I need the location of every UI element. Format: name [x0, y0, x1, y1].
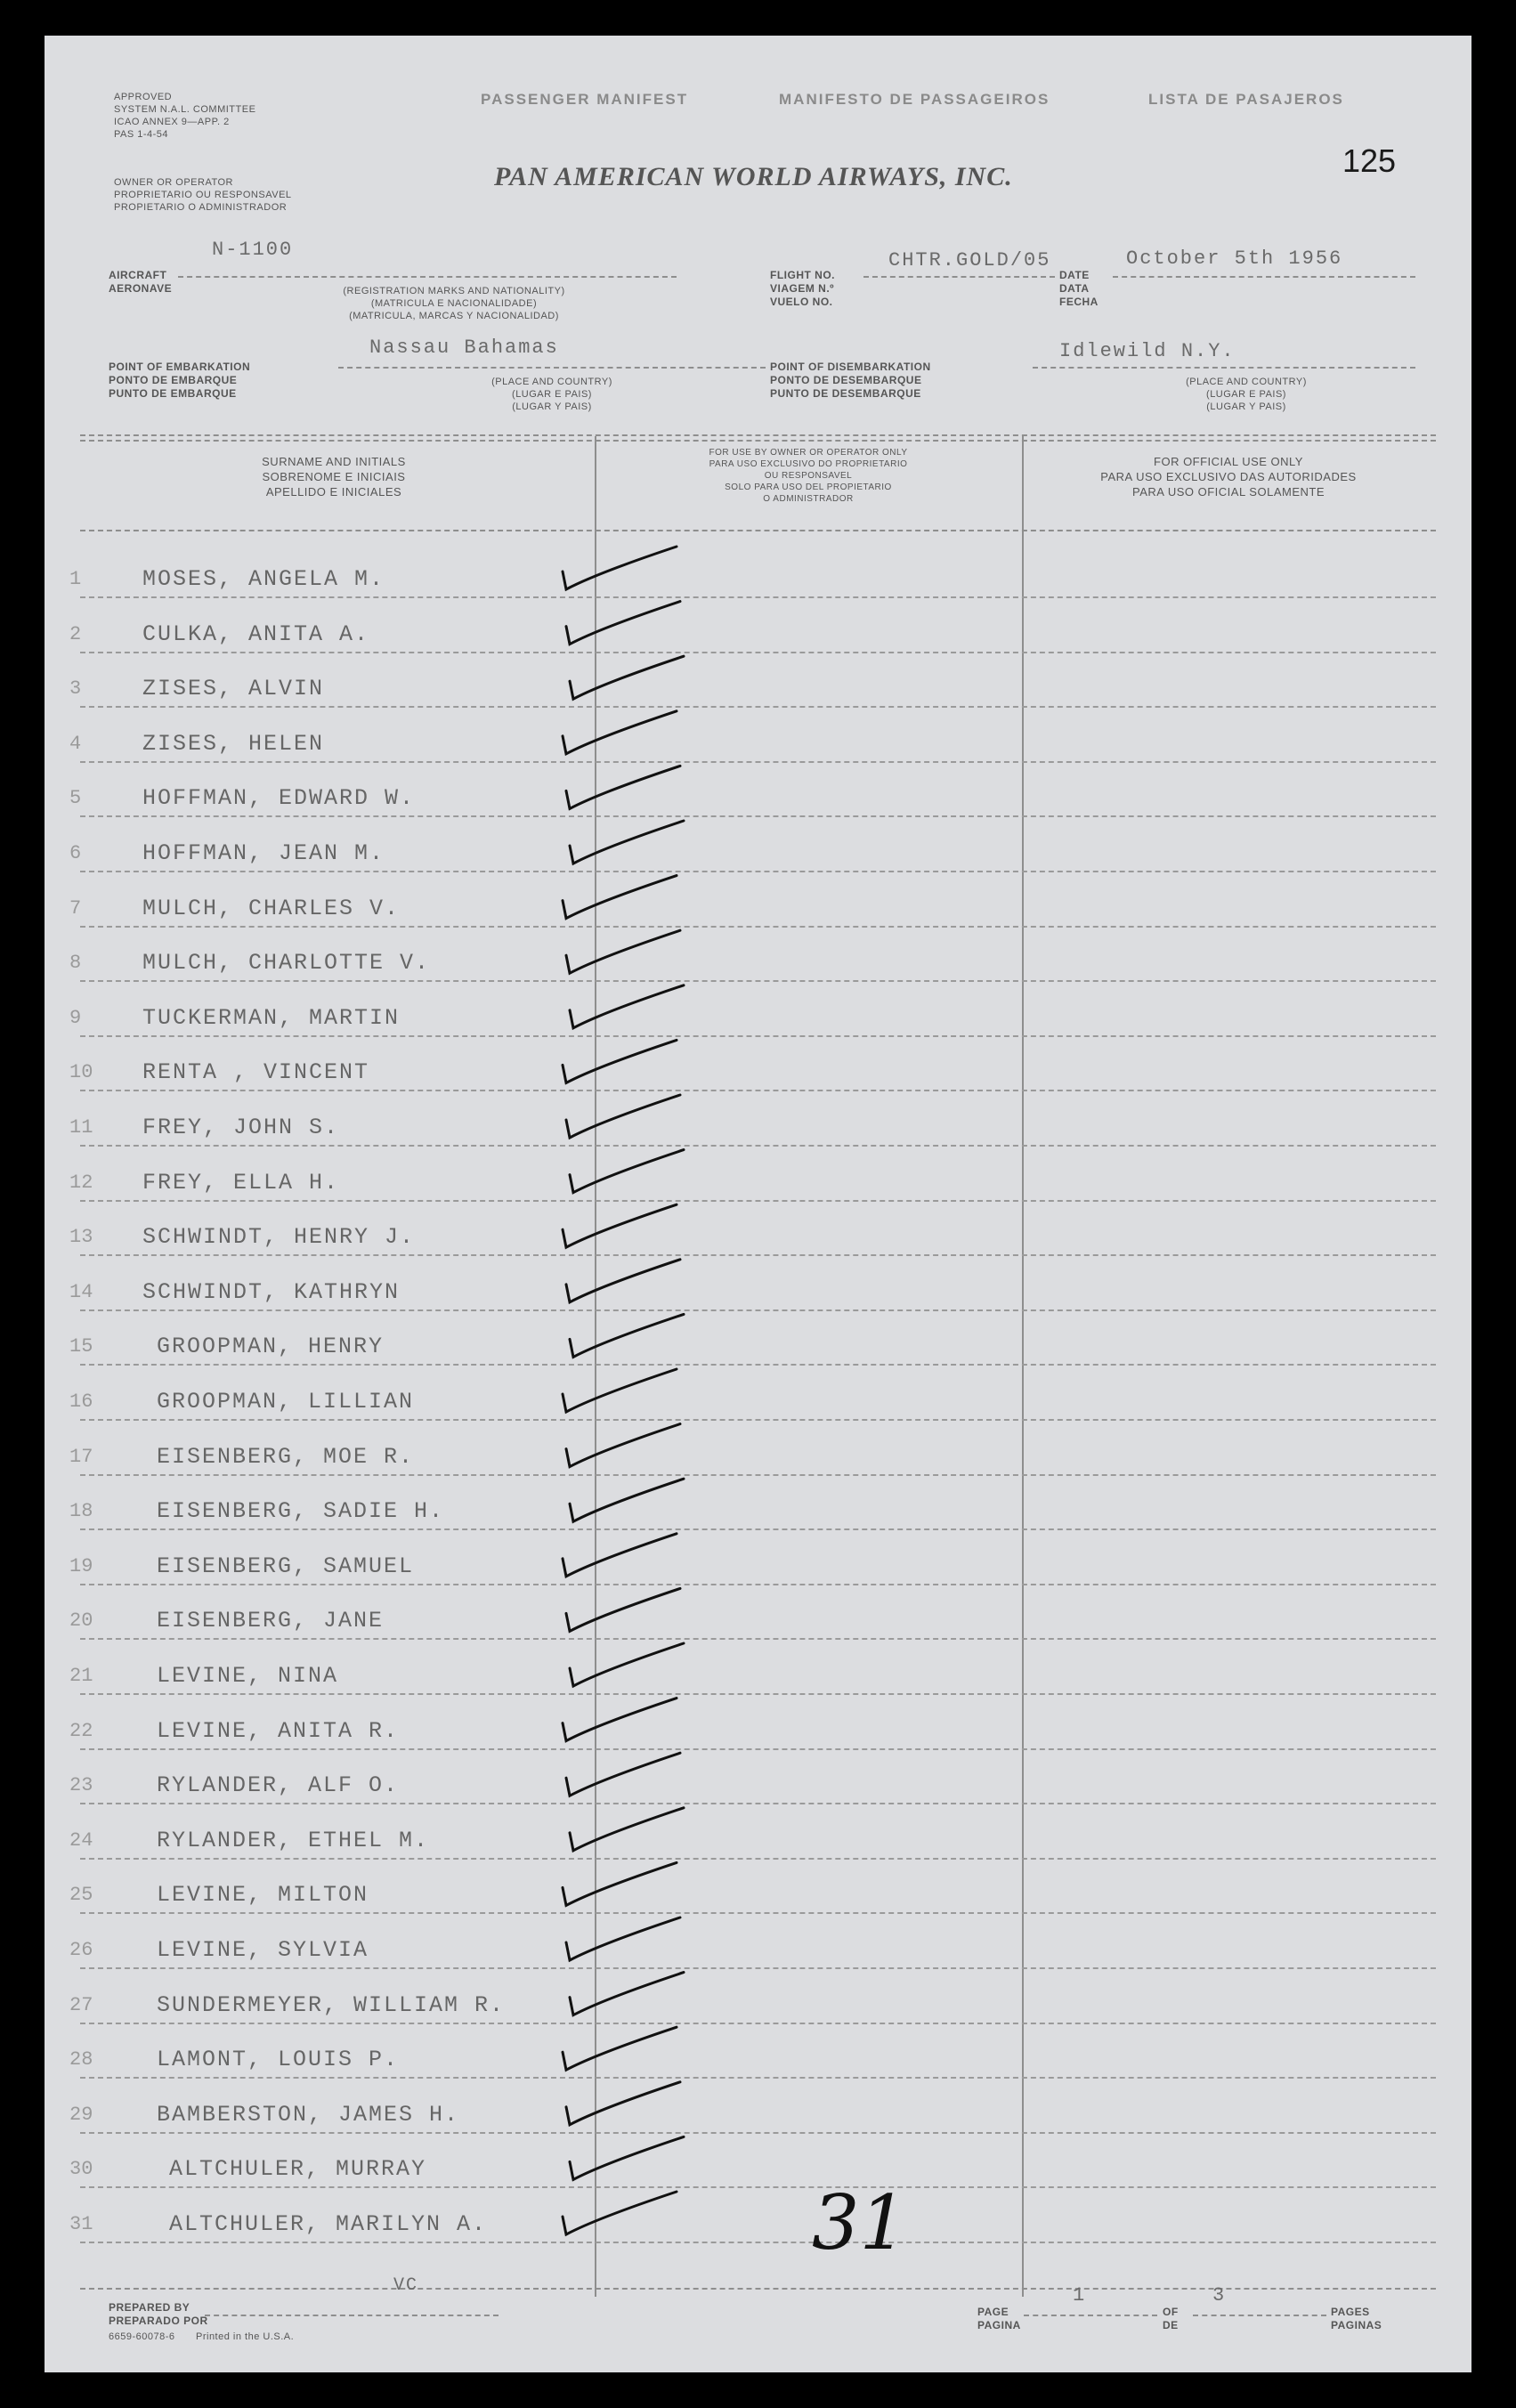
passenger-name: MULCH, CHARLOTTE V.: [142, 950, 431, 977]
passenger-name: LEVINE, NINA: [157, 1663, 339, 1689]
checkmark-icon: [570, 1808, 684, 1851]
disembark-value: Idlewild N.Y.: [1059, 340, 1236, 362]
row-number: 17: [69, 1445, 93, 1468]
title-portuguese: MANIFESTO DE PASSAGEIROS: [779, 91, 1050, 108]
checkmark-icon: [563, 2027, 677, 2070]
place-country-label: (LUGAR Y PAIS): [512, 401, 592, 412]
row-number: 24: [69, 1828, 93, 1852]
col-header-line: PARA USO EXCLUSIVO DAS AUTORIDADES: [1100, 470, 1357, 483]
row-number: 20: [69, 1609, 93, 1633]
handwritten-total: 31: [812, 2179, 907, 2266]
pages-labels: [1331, 2306, 1382, 2332]
checkmark-icon: [566, 2082, 680, 2125]
passenger-name: EISENBERG, SAMUEL: [157, 1553, 415, 1579]
row-number: 7: [69, 896, 82, 920]
printed-in: Printed in the U.S.A.: [196, 2331, 295, 2342]
page-number: 125: [1342, 142, 1397, 179]
row-number: 8: [69, 952, 82, 975]
passenger-name: FREY, JOHN S.: [142, 1115, 340, 1140]
passenger-name: HOFFMAN, JEAN M.: [142, 840, 385, 866]
col-header-line: PARA USO OFICIAL SOLAMENTE: [1132, 485, 1325, 499]
registration-label: (REGISTRATION MARKS AND NATIONALITY): [343, 286, 565, 296]
owner-label: PROPIETARIO O ADMINISTRADOR: [114, 202, 288, 213]
embark-label: PUNTO DE EMBARQUE: [109, 387, 237, 400]
approved-line: SYSTEM N.A.L. COMMITTEE: [114, 104, 256, 115]
row-number: 29: [69, 2103, 93, 2126]
passenger-name: ALTCHULER, MARILYN A.: [169, 2211, 488, 2237]
passenger-name: HOFFMAN, EDWARD W.: [142, 785, 416, 812]
row-number: 4: [69, 732, 82, 755]
passenger-name: FREY, ELLA H.: [142, 1169, 340, 1196]
disembark-label: PONTO DE DESEMBARQUE: [770, 374, 922, 386]
passenger-name: BAMBERSTON, JAMES H.: [157, 2101, 460, 2128]
embark-value: Nassau Bahamas: [369, 336, 559, 359]
checkmark-icon: [570, 1479, 684, 1521]
col-header-line: OU RESPONSAVEL: [764, 471, 853, 481]
aircraft-value: N-1100: [212, 239, 294, 261]
checkmark-icon: [563, 1040, 677, 1082]
passenger-name: MOSES, ANGELA M.: [142, 566, 385, 592]
approved-line: PAS 1-4-54: [114, 129, 169, 140]
row-number: 13: [69, 1226, 93, 1249]
prepared-label: PREPARADO POR: [109, 2315, 208, 2327]
checkmark-icon: [566, 930, 680, 973]
date-label: FECHA: [1059, 296, 1098, 308]
pages-label: PAGES: [1331, 2306, 1370, 2318]
col-header-line: SOLO PARA USO DEL PROPIETARIO: [725, 482, 892, 492]
row-number: 16: [69, 1390, 93, 1413]
passenger-name: TUCKERMAN, MARTIN: [142, 1004, 401, 1031]
footer-rule: [80, 2288, 1436, 2290]
aircraft-label: AERONAVE: [109, 282, 173, 295]
of-label: DE: [1163, 2319, 1179, 2331]
flight-label: FLIGHT NO.: [770, 269, 835, 281]
checkmark-icon: [570, 1643, 684, 1686]
disembark-label: PUNTO DE DESEMBARQUE: [770, 387, 921, 400]
checkmark-icon: [563, 1534, 677, 1577]
row-number: 14: [69, 1280, 93, 1303]
row-number: 5: [69, 787, 82, 810]
passenger-name: EISENBERG, MOE R.: [157, 1443, 415, 1470]
col-header-line: O ADMINISTRADOR: [763, 494, 854, 504]
page-labels: [977, 2306, 1021, 2332]
passenger-name: LEVINE, ANITA R.: [157, 1717, 400, 1744]
of-value: 3: [1212, 2284, 1227, 2307]
prepared-label: PREPARED BY: [109, 2301, 191, 2314]
disembark-label: POINT OF DISEMBARKATION: [770, 361, 931, 373]
checkmark-icon: [566, 602, 680, 645]
checkmark-icon: [563, 1204, 677, 1247]
checkmark-icon: [563, 1699, 677, 1741]
checkmark-icon: [570, 1973, 684, 2015]
prepared-underline: [205, 2315, 499, 2316]
passenger-name: EISENBERG, SADIE H.: [157, 1498, 445, 1525]
checkmark-icon: [570, 1150, 684, 1193]
title-spanish: LISTA DE PASAJEROS: [1148, 91, 1344, 108]
passenger-name: EISENBERG, JANE: [157, 1608, 385, 1634]
checkmark-icon: [566, 1095, 680, 1138]
approved-line: ICAO ANNEX 9—APP. 2: [114, 117, 230, 127]
prepared-value: VC: [393, 2275, 419, 2296]
checkmark-icon: [570, 985, 684, 1028]
passenger-name: CULKA, ANITA A.: [142, 620, 370, 647]
passenger-name: MULCH, CHARLES V.: [142, 895, 401, 921]
of-labels: [1163, 2306, 1179, 2332]
title-english: PASSENGER MANIFEST: [481, 91, 689, 108]
row-number: 25: [69, 1884, 93, 1907]
row-number: 31: [69, 2213, 93, 2235]
row-number: 3: [69, 677, 82, 701]
passenger-name: SUNDERMEYER, WILLIAM R.: [157, 1991, 506, 2018]
row-number: 22: [69, 1719, 93, 1742]
checkmark-icon: [570, 656, 684, 699]
row-number: 27: [69, 1993, 93, 2016]
registration-label: (MATRICULA E NACIONALIDADE): [370, 298, 538, 309]
date-label: DATE: [1059, 269, 1090, 281]
row-number: 10: [69, 1061, 93, 1084]
row-number: 30: [69, 2158, 93, 2181]
page-underline: [1024, 2315, 1157, 2316]
passenger-name: RYLANDER, ALF O.: [157, 1772, 400, 1799]
owner-label: OWNER OR OPERATOR: [114, 177, 233, 188]
row-number: 1: [69, 568, 82, 590]
passenger-name: ZISES, ALVIN: [142, 676, 325, 702]
passenger-name: RENTA , VINCENT: [142, 1059, 370, 1086]
passenger-name: ALTCHULER, MURRAY: [169, 2156, 427, 2183]
pages-label: PAGINAS: [1331, 2319, 1382, 2331]
manifest-sheet: [45, 36, 1471, 2372]
place-country-label: (LUGAR E PAIS): [1206, 389, 1286, 400]
row-number: 11: [69, 1116, 93, 1139]
passenger-name: RYLANDER, ETHEL M.: [157, 1827, 430, 1853]
checkmark-icon: [566, 1753, 680, 1796]
row-number: 15: [69, 1335, 93, 1358]
passenger-name: ZISES, HELEN: [142, 730, 325, 757]
owner-label: PROPRIETARIO OU RESPONSAVEL: [114, 190, 292, 200]
flight-value: CHTR.GOLD/05: [888, 249, 1051, 272]
checkmark-icon: [566, 1917, 680, 1960]
aircraft-label: AIRCRAFT: [109, 269, 167, 281]
checkmark-icon: [566, 1588, 680, 1631]
place-country-label: (LUGAR Y PAIS): [1206, 401, 1286, 412]
place-country-label: (LUGAR E PAIS): [512, 389, 592, 400]
passenger-name: LAMONT, LOUIS P.: [157, 2047, 400, 2073]
passenger-name: GROOPMAN, HENRY: [157, 1334, 385, 1360]
page-label: PAGINA: [977, 2319, 1021, 2331]
passenger-name: SCHWINDT, KATHRYN: [142, 1278, 401, 1305]
checkmark-icon: [570, 821, 684, 863]
checkmark-icon: [566, 766, 680, 808]
row-number: 6: [69, 842, 82, 864]
row-number: 21: [69, 1665, 93, 1687]
checkmark-icon: [563, 876, 677, 919]
airline-name: PAN AMERICAN WORLD AIRWAYS, INC.: [494, 162, 1013, 191]
place-country-label: (PLACE AND COUNTRY): [1186, 377, 1307, 387]
prepared-labels: [109, 2301, 208, 2328]
passenger-name: GROOPMAN, LILLIAN: [157, 1389, 415, 1415]
place-country-label: (PLACE AND COUNTRY): [491, 377, 612, 387]
date-value: October 5th 1956: [1126, 247, 1343, 270]
row-number: 12: [69, 1171, 93, 1194]
row-number: 28: [69, 2048, 93, 2072]
checkmark-icon: [563, 711, 677, 754]
approved-line: APPROVED: [114, 92, 173, 102]
col-header-line: SOBRENOME E INICIAIS: [262, 470, 406, 483]
checkmark-icon: [563, 1369, 677, 1412]
col-header-line: SURNAME AND INITIALS: [262, 455, 406, 468]
checkmark-icon: [570, 2136, 684, 2179]
checkmark-icon: [563, 1862, 677, 1905]
of-underline: [1193, 2315, 1326, 2316]
embark-label: POINT OF EMBARKATION: [109, 361, 251, 373]
row-number: 9: [69, 1006, 82, 1029]
page-label: PAGE: [977, 2306, 1009, 2318]
date-label: DATA: [1059, 282, 1090, 295]
col-header-line: FOR USE BY OWNER OR OPERATOR ONLY: [709, 448, 908, 458]
row-number: 2: [69, 622, 82, 645]
passenger-name: SCHWINDT, HENRY J.: [142, 1224, 416, 1251]
flight-label: VIAGEM N.º: [770, 282, 835, 295]
row-number: 23: [69, 1774, 93, 1797]
col-header-line: FOR OFFICIAL USE ONLY: [1154, 455, 1303, 468]
form-code: 6659-60078-6: [109, 2331, 175, 2342]
checkmark-icon: [566, 1260, 680, 1302]
checkmark-icon: [563, 2192, 677, 2234]
row-number: 18: [69, 1500, 93, 1523]
of-label: OF: [1163, 2306, 1179, 2318]
registration-label: (MATRICULA, MARCAS Y NACIONALIDAD): [349, 311, 559, 321]
page-value: 1: [1073, 2284, 1087, 2307]
passenger-name: LEVINE, SYLVIA: [157, 1937, 369, 1963]
checkmark-icon: [566, 1424, 680, 1467]
flight-label: VUELO NO.: [770, 296, 833, 308]
checkmark-icon: [570, 1314, 684, 1357]
checkmark-icon: [563, 547, 677, 589]
col-header-line: APELLIDO E INICIALES: [265, 485, 402, 499]
row-number: 26: [69, 1939, 93, 1961]
checkmarks-layer: [45, 36, 1471, 2372]
embark-label: PONTO DE EMBARQUE: [109, 374, 238, 386]
col-header-line: PARA USO EXCLUSIVO DO PROPRIETARIO: [709, 459, 908, 469]
passenger-name: LEVINE, MILTON: [157, 1882, 369, 1909]
row-number: 19: [69, 1554, 93, 1577]
